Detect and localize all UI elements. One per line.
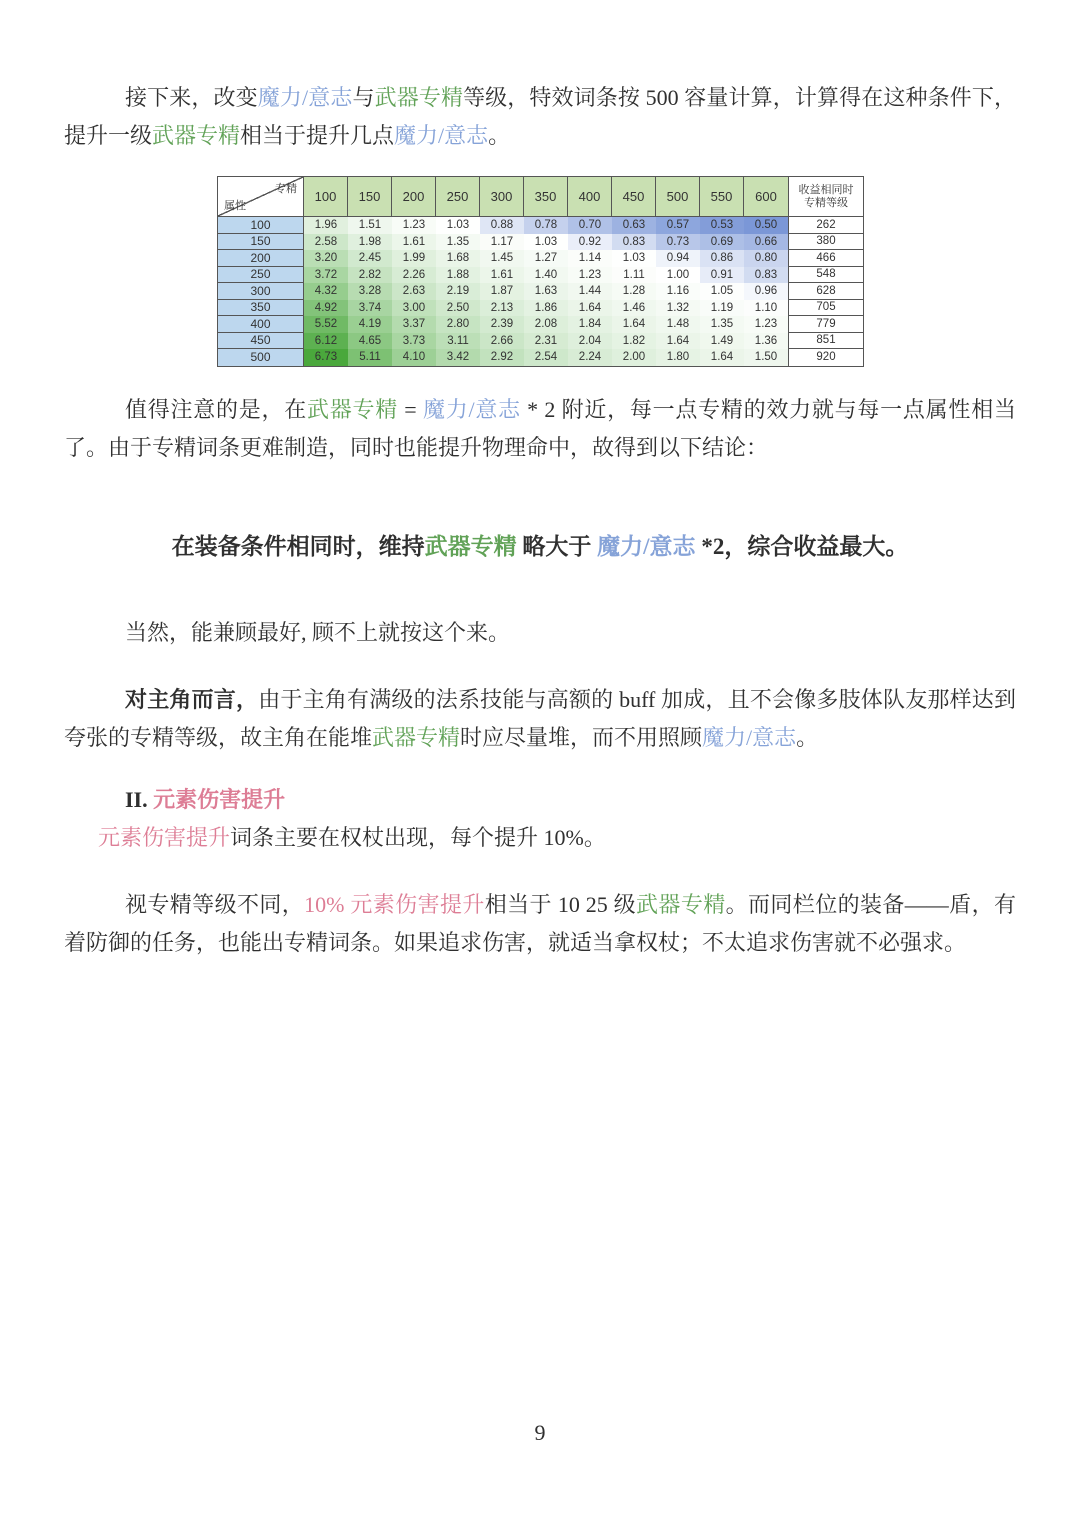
table-cell: 0.88	[480, 217, 524, 234]
table-cell: 1.35	[700, 316, 744, 333]
table-cell: 0.78	[524, 217, 568, 234]
table-row	[218, 234, 863, 251]
table-row-label: 100	[218, 217, 304, 234]
table-col-header: 500	[656, 177, 700, 217]
table-row	[218, 349, 863, 366]
text-segment: 10% 元素伤害提升	[304, 891, 485, 917]
text-segment: *2，综合收益最大。	[695, 533, 909, 559]
table-cell: 2.63	[392, 283, 436, 300]
table-cell: 1.36	[744, 333, 788, 350]
table-cell: 0.91	[700, 267, 744, 284]
table-cell: 4.19	[348, 316, 392, 333]
table-cell: 1.98	[348, 234, 392, 251]
table-cell: 0.86	[700, 250, 744, 267]
table-row	[218, 217, 863, 234]
table-cell: 1.48	[656, 316, 700, 333]
benefit-header-line: 专精等级	[804, 196, 848, 209]
table-cell: 1.11	[612, 267, 656, 284]
table-col-header: 600	[744, 177, 788, 217]
text-segment: 相当于 10 25 级	[484, 891, 637, 917]
paragraph-element-vs-mastery	[64, 886, 1016, 962]
text-segment: 相当于提升几点	[240, 123, 395, 148]
page-number: 9	[534, 1420, 546, 1445]
table-row-label: 300	[218, 283, 304, 300]
table-cell: 1.16	[656, 283, 700, 300]
table-row	[218, 333, 863, 350]
text-segment: 武器专精	[374, 85, 464, 110]
table-cell: 3.28	[348, 283, 392, 300]
text-segment: 武器专精	[424, 533, 517, 559]
table-benefit-cell: 920	[788, 349, 863, 366]
table-cell: 2.00	[612, 349, 656, 366]
table-row-label: 200	[218, 250, 304, 267]
table-cell: 1.03	[436, 217, 480, 234]
text-segment: 武器专精	[152, 123, 241, 148]
table-cell: 1.64	[612, 316, 656, 333]
table-cell: 0.57	[656, 217, 700, 234]
text-segment: 等级，特效词条按 500 容量计算，计算得在这种条件下，提升一级	[64, 85, 1016, 148]
table-cell: 0.66	[744, 234, 788, 251]
table-cell: 3.37	[392, 316, 436, 333]
table-cell: 1.64	[656, 333, 700, 350]
table-cell: 2.92	[480, 349, 524, 366]
corner-label-bottom: 属性	[224, 200, 246, 212]
table-cell: 1.10	[744, 300, 788, 317]
table-cell: 2.45	[348, 250, 392, 267]
page-content	[0, 79, 1080, 962]
table-cell: 2.31	[524, 333, 568, 350]
text-segment: 元素伤害提升	[98, 824, 231, 850]
table-cell: 1.82	[612, 333, 656, 350]
table-cell: 1.86	[524, 300, 568, 317]
text-segment: * 2 附近，每一点专精的效力就与每一点属性相当了。由于专精词条更难制造，同时也能提升物理命中，故得到以下结论：	[64, 396, 1016, 460]
table-benefit-cell: 548	[788, 267, 863, 284]
table-cell: 1.68	[436, 250, 480, 267]
table-cell: 4.92	[304, 300, 348, 317]
table-col-header: 300	[480, 177, 524, 217]
table-cell: 1.99	[392, 250, 436, 267]
table-cell: 0.50	[744, 217, 788, 234]
table-row-label: 450	[218, 333, 304, 350]
text-segment: 词条主要在权杖出现，每个提升 10%。	[230, 824, 606, 850]
table-cell: 2.24	[568, 349, 612, 366]
table-col-header: 200	[392, 177, 436, 217]
table-cell: 2.80	[436, 316, 480, 333]
table-cell: 1.23	[744, 316, 788, 333]
table-cell: 1.64	[568, 300, 612, 317]
table-cell: 0.96	[744, 283, 788, 300]
paragraph-caveat	[64, 614, 1016, 652]
table-col-header: 100	[304, 177, 348, 217]
text-segment: 。	[488, 123, 511, 148]
table-cell: 2.26	[392, 267, 436, 284]
table-cell: 1.87	[480, 283, 524, 300]
table-header-row	[218, 177, 863, 217]
benefit-header-line: 收益相同时	[798, 183, 854, 196]
text-segment: 。	[796, 724, 819, 750]
table-row	[218, 316, 863, 333]
table-corner-cell	[218, 177, 304, 217]
table-row	[218, 267, 863, 284]
table-cell: 1.17	[480, 234, 524, 251]
table-cell: 3.00	[392, 300, 436, 317]
text-segment: 。而同栏位的装备——盾，有着防御的任务，也能出专精词条。如果追求伤害，就适当拿权杖；不太追求伤害就不必强求。	[64, 891, 1016, 955]
table-cell: 0.70	[568, 217, 612, 234]
table-cell: 1.00	[656, 267, 700, 284]
section-intro-line	[64, 819, 1016, 857]
table-cell: 0.94	[656, 250, 700, 267]
table-row-label: 350	[218, 300, 304, 317]
table-cell: 0.53	[700, 217, 744, 234]
table-cell: 1.23	[392, 217, 436, 234]
table-row	[218, 300, 863, 317]
table-row-label: 250	[218, 267, 304, 284]
table-cell: 1.50	[744, 349, 788, 366]
table-benefit-cell: 262	[788, 217, 863, 234]
table-benefit-cell: 779	[788, 316, 863, 333]
table-cell: 1.84	[568, 316, 612, 333]
table-cell: 0.73	[656, 234, 700, 251]
table-cell: 1.27	[524, 250, 568, 267]
table-cell: 6.12	[304, 333, 348, 350]
table-cell: 1.14	[568, 250, 612, 267]
table-cell: 1.32	[656, 300, 700, 317]
table	[217, 176, 864, 367]
table-row	[218, 283, 863, 300]
table-cell: 1.46	[612, 300, 656, 317]
corner-label-top: 专精	[275, 183, 297, 195]
table-cell: 1.03	[524, 234, 568, 251]
table-col-header: 350	[524, 177, 568, 217]
table-col-header: 400	[568, 177, 612, 217]
table-cell: 6.73	[304, 349, 348, 366]
table-benefit-cell: 851	[788, 333, 863, 350]
table-cell: 1.35	[436, 234, 480, 251]
table-col-header: 450	[612, 177, 656, 217]
table-cell: 1.03	[612, 250, 656, 267]
table-cell: 2.39	[480, 316, 524, 333]
table-cell: 1.64	[700, 349, 744, 366]
text-segment: 视专精等级不同，	[125, 891, 305, 917]
text-segment: 与	[352, 85, 375, 110]
table-col-header: 150	[348, 177, 392, 217]
table-cell: 4.65	[348, 333, 392, 350]
text-segment: 魔力/意志	[394, 123, 489, 148]
table-cell: 1.40	[524, 267, 568, 284]
table-cell: 1.63	[524, 283, 568, 300]
text-segment: 武器专精	[636, 891, 726, 917]
text-segment: 魔力/意志	[597, 533, 696, 559]
table-row-label: 500	[218, 349, 304, 366]
table-cell: 2.66	[480, 333, 524, 350]
table-benefit-cell: 466	[788, 250, 863, 267]
table-cell: 2.54	[524, 349, 568, 366]
table-cell: 3.20	[304, 250, 348, 267]
text-segment: 武器专精	[307, 396, 399, 422]
table-cell: 1.19	[700, 300, 744, 317]
text-segment: 魔力/意志	[257, 85, 353, 110]
table-benefit-cell: 628	[788, 283, 863, 300]
table-row	[218, 250, 863, 267]
table-cell: 0.83	[744, 267, 788, 284]
text-segment: 元素伤害提升	[153, 786, 286, 812]
table-cell: 3.11	[436, 333, 480, 350]
specialization-ratio-table	[217, 176, 1016, 367]
paragraph-note	[64, 391, 1016, 467]
table-cell: 1.61	[480, 267, 524, 284]
text-segment: 接下来，改变	[125, 85, 258, 110]
text-segment: II.	[125, 786, 154, 812]
table-cell: 1.28	[612, 283, 656, 300]
table-cell: 1.51	[348, 217, 392, 234]
text-segment: 武器专精	[372, 724, 461, 750]
table-cell: 3.42	[436, 349, 480, 366]
table-cell: 2.08	[524, 316, 568, 333]
text-segment: 值得注意的是，在	[125, 396, 308, 422]
text-segment: 对主角而言，	[125, 686, 259, 712]
text-segment: 当然，能兼顾最好, 顾不上就按这个来。	[125, 619, 511, 645]
paragraph-intro	[64, 79, 1016, 155]
text-segment: 时应尽量堆，而不用照顾	[460, 724, 703, 750]
paragraph-protagonist	[64, 681, 1016, 757]
table-cell: 0.83	[612, 234, 656, 251]
table-cell: 2.04	[568, 333, 612, 350]
table-cell: 2.19	[436, 283, 480, 300]
table-cell: 1.96	[304, 217, 348, 234]
table-cell: 1.23	[568, 267, 612, 284]
table-cell: 0.69	[700, 234, 744, 251]
table-cell: 1.88	[436, 267, 480, 284]
table-cell: 3.74	[348, 300, 392, 317]
table-cell: 1.49	[700, 333, 744, 350]
text-segment: 略大于	[516, 533, 598, 559]
conclusion-statement	[64, 528, 1016, 566]
section-heading	[64, 781, 1016, 819]
table-cell: 1.44	[568, 283, 612, 300]
text-segment: 由于主角有满级的法系技能与高额的 buff 加成，且不会像多肢体队友那样达到夸张的专精等级，故主角在能堆	[64, 686, 1016, 750]
table-row-label: 400	[218, 316, 304, 333]
table-benefit-cell: 380	[788, 234, 863, 251]
table-cell: 1.45	[480, 250, 524, 267]
table-cell: 1.80	[656, 349, 700, 366]
table-cell: 2.50	[436, 300, 480, 317]
table-cell: 0.63	[612, 217, 656, 234]
table-col-header: 550	[700, 177, 744, 217]
table-cell: 0.80	[744, 250, 788, 267]
table-cell: 1.05	[700, 283, 744, 300]
table-row-label: 150	[218, 234, 304, 251]
table-cell: 1.61	[392, 234, 436, 251]
table-cell: 2.58	[304, 234, 348, 251]
text-segment: 在装备条件相同时，维持	[171, 533, 425, 559]
text-segment: 魔力/意志	[702, 724, 797, 750]
text-segment: =	[398, 396, 423, 422]
section-element-damage	[64, 781, 1016, 857]
table-cell: 3.73	[392, 333, 436, 350]
table-cell: 5.11	[348, 349, 392, 366]
table-benefit-cell: 705	[788, 300, 863, 317]
table-cell: 2.13	[480, 300, 524, 317]
table-cell: 4.10	[392, 349, 436, 366]
table-col-header: 250	[436, 177, 480, 217]
table-benefit-header	[788, 177, 863, 217]
table-cell: 4.32	[304, 283, 348, 300]
text-segment: 魔力/意志	[422, 396, 521, 422]
table-cell: 0.92	[568, 234, 612, 251]
table-cell: 5.52	[304, 316, 348, 333]
table-cell: 2.82	[348, 267, 392, 284]
table-cell: 3.72	[304, 267, 348, 284]
